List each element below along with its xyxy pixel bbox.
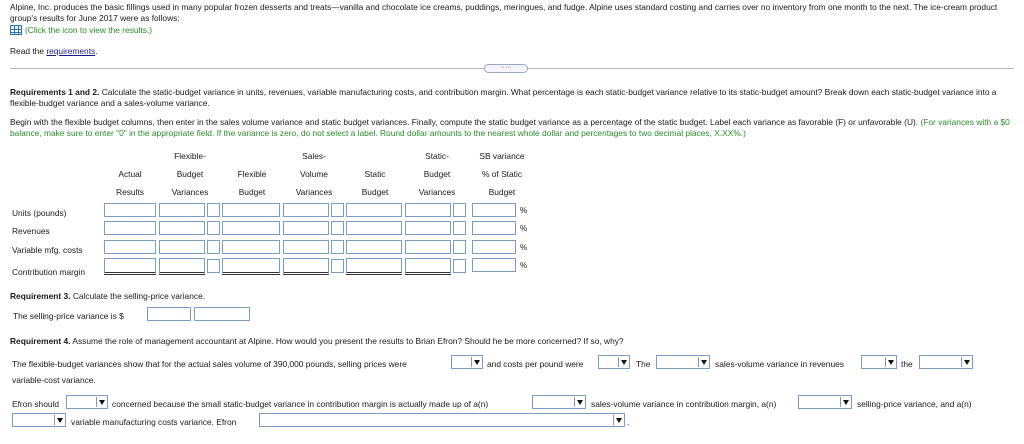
cm-volume-variance-dropdown[interactable] <box>532 395 586 409</box>
sb-pct-units-input[interactable] <box>472 203 516 217</box>
flex-budget-varcost-input[interactable] <box>222 240 280 254</box>
sales-volume-type-dropdown[interactable] <box>656 355 710 369</box>
req4-sentence2-a: Efron should <box>12 399 60 409</box>
req3-text: Calculate the selling-price variance. <box>70 291 206 301</box>
flex-budget-cm-input[interactable] <box>222 258 280 275</box>
problem-intro <box>10 2 1014 23</box>
req4-sentence2-e: variable manufacturing costs variance. Efron <box>71 417 237 427</box>
static-var-units-label-select[interactable] <box>453 203 466 217</box>
intro-text: Alpine, Inc. produces the basic fillings used in many popular frozen desserts and treats—vanilla and chocolate ice creams, puddings, meringues, and fudge. Alpine uses standard costing and carries over no inventory from one month to the next. The ice-cream product group's results for June 2017 were as follows: <box>10 2 998 23</box>
selling-price-variance-label-select[interactable] <box>194 307 250 321</box>
view-results-link[interactable] <box>10 25 152 35</box>
selling-prices-dropdown[interactable] <box>451 355 483 369</box>
chevron-down-icon <box>54 415 64 425</box>
req4-sentence1-e: the <box>901 359 913 369</box>
req12-instructions <box>10 87 1000 108</box>
static-var-varcost-input[interactable] <box>405 240 451 254</box>
flex-budget-units-input[interactable] <box>222 203 280 217</box>
static-var-revenues-input[interactable] <box>405 221 451 235</box>
expand-toggle-button[interactable]: ····· <box>484 64 528 73</box>
col-header-flex-budget: Flexible Budget <box>237 169 267 197</box>
row-label-units: Units (pounds) <box>12 208 67 218</box>
chevron-down-icon <box>840 397 850 407</box>
sales-vol-units-input[interactable] <box>283 203 329 217</box>
req12-begin <box>10 117 1010 138</box>
req4-sentence1-a: The flexible-budget variances show that for the actual sales volume of 390,000 pounds, selling prices were <box>12 359 407 369</box>
req4-sentence2-d: selling-price variance, and a(n) <box>857 399 972 409</box>
flex-budget-revenues-input[interactable] <box>222 221 280 235</box>
req4-sentence1-c: The <box>636 359 651 369</box>
variable-cost-type-dropdown[interactable] <box>919 355 973 369</box>
sales-vol-varcost-input[interactable] <box>283 240 329 254</box>
sb-pct-varcost-input[interactable] <box>472 240 516 254</box>
selling-price-variance-input[interactable] <box>147 307 191 321</box>
flex-var-varcost-input[interactable] <box>159 240 205 254</box>
actual-revenues-input[interactable] <box>104 221 156 235</box>
pct-sign-units: % <box>520 206 528 215</box>
flex-var-cm-input[interactable] <box>159 258 205 275</box>
req4-sentence1-f: variable-cost variance. <box>12 375 96 385</box>
req4-text: Assume the role of management accountant at Alpine. How would you present the results to Brian Efron? Should he be more concerned? If so, why? <box>70 336 624 346</box>
static-var-cm-label-select[interactable] <box>453 259 466 273</box>
flex-var-varcost-label-select[interactable] <box>207 240 220 254</box>
selling-price-type-dropdown[interactable] <box>798 395 852 409</box>
pct-sign-revenues: % <box>520 224 528 233</box>
sales-vol-revenues-label-select[interactable] <box>331 221 344 235</box>
col-header-sb-pct: SB variance % of Static Budget <box>479 151 525 197</box>
requirements-link[interactable]: requirements <box>46 46 96 56</box>
req4-sentence2-c: sales-volume variance in contribution margin, a(n) <box>591 399 777 409</box>
req4-sentence1-d: sales-volume variance in revenues <box>715 359 844 369</box>
pct-sign-varcost: % <box>520 243 528 252</box>
row-label-variable-costs: Variable mfg. costs <box>12 245 83 255</box>
efron-should-dropdown[interactable] <box>66 395 108 409</box>
col-header-sales-vol: Sales- Volume Variances <box>295 151 333 197</box>
chevron-down-icon <box>96 397 106 407</box>
static-var-units-input[interactable] <box>405 203 451 217</box>
chevron-down-icon <box>618 357 628 367</box>
col-header-flex-var: Flexible- Budget Variances <box>171 151 209 197</box>
sales-vol-varcost-label-select[interactable] <box>331 240 344 254</box>
sales-vol-revenues-input[interactable] <box>283 221 329 235</box>
sales-vol-cm-input[interactable] <box>283 258 329 275</box>
begin-green-text: (For variances with a $0 balance, make sure to enter "0" in the appropriate field. If the variance is zero, do not select a label. Round dollar amounts to the nearest whole dollar and percentages to two decimal places, X.XX%.) <box>10 117 1010 138</box>
chevron-down-icon <box>885 357 895 367</box>
row-label-revenues: Revenues <box>12 226 50 236</box>
static-units-input[interactable] <box>346 203 402 217</box>
sales-vol-cm-label-select[interactable] <box>331 259 344 273</box>
click-icon-text: (Click the icon to view the results.) <box>25 25 153 35</box>
selling-price-variance-line: The selling-price variance is $ <box>13 311 124 321</box>
table-icon[interactable] <box>10 25 22 35</box>
var-mfg-cost-type-dropdown[interactable] <box>12 413 66 427</box>
read-suffix: . <box>95 46 98 56</box>
chevron-down-icon <box>961 357 971 367</box>
efron-conclusion-dropdown[interactable] <box>259 413 625 427</box>
static-var-cm-input[interactable] <box>405 258 451 275</box>
sales-vol-units-label-select[interactable] <box>331 203 344 217</box>
chevron-down-icon <box>613 415 623 425</box>
costs-per-pound-dropdown[interactable] <box>598 355 630 369</box>
pct-sign-cm: % <box>520 261 528 270</box>
flex-var-cm-label-select[interactable] <box>207 259 220 273</box>
read-requirements-line <box>10 46 98 56</box>
req4-sentence2-f: . <box>627 417 630 427</box>
actual-units-input[interactable] <box>104 203 156 217</box>
req12-heading: Requirements 1 and 2. <box>10 87 100 97</box>
sb-pct-cm-input[interactable] <box>472 258 516 272</box>
req4-heading: Requirement 4. <box>10 336 71 346</box>
static-cm-input[interactable] <box>346 258 402 275</box>
req4-sentence1-b: and costs per pound were <box>487 359 584 369</box>
read-prefix: Read the <box>10 46 47 56</box>
col-header-actual: Actual Results <box>116 169 144 197</box>
flex-var-revenues-label-select[interactable] <box>207 221 220 235</box>
flex-var-revenues-input[interactable] <box>159 221 205 235</box>
static-var-varcost-label-select[interactable] <box>453 240 466 254</box>
static-var-revenues-label-select[interactable] <box>453 221 466 235</box>
req3-heading-line <box>10 291 205 301</box>
flex-var-units-input[interactable] <box>159 203 205 217</box>
static-varcost-input[interactable] <box>346 240 402 254</box>
col-header-static-var: Static- Budget Variances <box>418 151 456 197</box>
actual-varcost-input[interactable] <box>104 240 156 254</box>
req4-heading-line <box>10 336 624 346</box>
begin-text: Begin with the flexible budget columns, then enter in the sales volume variance and static budget variances. Finally, compute the static budget variance as a percentage of the static budget. Label each variance as favorable (F) or unfavorable (U). <box>10 117 921 127</box>
req4-sentence2-b: concerned because the small static-budget variance in contribution margin is actually made up of a(n) <box>112 399 489 409</box>
col-header-static: Static Budget <box>361 169 389 197</box>
actual-cm-input[interactable] <box>104 258 156 275</box>
static-revenues-input[interactable] <box>346 221 402 235</box>
flex-var-units-label-select[interactable] <box>207 203 220 217</box>
row-label-contribution-margin: Contribution margin <box>12 267 86 277</box>
chevron-down-icon <box>471 357 481 367</box>
chevron-down-icon <box>698 357 708 367</box>
revenue-comparison-dropdown[interactable] <box>861 355 897 369</box>
sb-pct-revenues-input[interactable] <box>472 221 516 235</box>
chevron-down-icon <box>574 397 584 407</box>
req3-heading: Requirement 3. <box>10 291 71 301</box>
req12-text: Calculate the static-budget variance in units, revenues, variable manufacturing costs, and contribution margin. What percentage is each static-budget variance relative to its static-budget amount? Break down each static-budget variance into a flexible-budget variance and a sales-volume variance. <box>10 87 997 108</box>
